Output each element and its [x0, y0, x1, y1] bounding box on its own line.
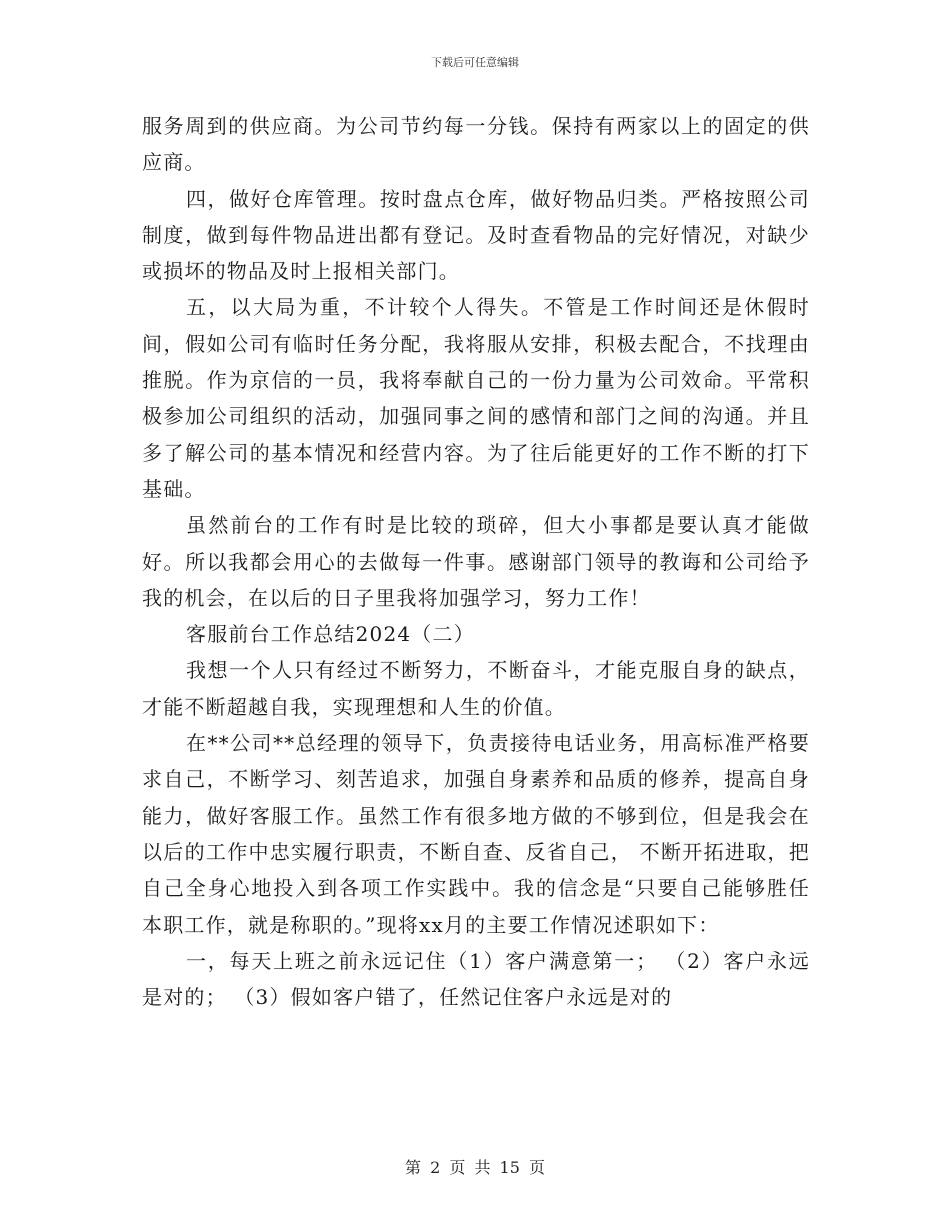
paragraph-conclusion: 虽然前台的工作有时是比较的琐碎，但大小事都是要认真才能做好。所以我都会用心的去做每一件事。感谢部门领导的教诲和公司给予我的机会，在以后的日子里我将加强学习，努力工作！: [142, 513, 810, 610]
page-number-footer: 第 2 页 共 15 页: [405, 1158, 545, 1177]
document-body: [142, 108, 810, 1015]
paragraph-responsibilities: 在**公司**总经理的领导下，负责接待电话业务，用高标准严格要求自己，不断学习、刻苦追求，加强自身素养和品质的修养，提高自身能力，做好客服工作。虽然工作有很多地方做的不够到位，但是我会在以后的工作中忠实履行职责，不断自查、反省自己， 不断开拓进取，把自己全身心地投入到各项工作实践中。我的信念是“只要自己能够胜任本职工作，就是称职的。”现将xx月的主要工作情况述职如下：: [142, 731, 810, 937]
page-header-note: 下载后可任意编辑: [431, 56, 519, 69]
paragraph-intro: 我想一个人只有经过不断努力，不断奋斗，才能克服自身的缺点，才能不断超越自我，实现理想和人生的价值。: [142, 658, 810, 719]
section-heading: 客服前台工作总结2024（二）: [186, 622, 475, 647]
paragraph-continuation: 服务周到的供应商。为公司节约每一分钱。保持有两家以上的固定的供应商。: [142, 114, 810, 175]
paragraph-customer-first: 一，每天上班之前永远记住（1）客户满意第一； （2）客户永远是对的； （3）假如客户错了，任然记住客户永远是对的: [142, 948, 810, 1010]
paragraph-team-spirit: 五，以大局为重，不计较个人得失。不管是工作时间还是休假时间，假如公司有临时任务分配，我将服从安排，积极去配合，不找理由推脱。作为京信的一员，我将奉献自己的一份力量为公司效命。平常积极参加公司组织的活动，加强同事之间的感情和部门之间的沟通。并且多了解公司的基本情况和经营内容。为了往后能更好的工作不断的打下基础。: [142, 295, 810, 501]
paragraph-warehouse-management: 四，做好仓库管理。按时盘点仓库，做好物品归类。严格按照公司制度，做到每件物品进出都有登记。及时查看物品的完好情况，对缺少或损坏的物品及时上报相关部门。: [142, 186, 810, 284]
